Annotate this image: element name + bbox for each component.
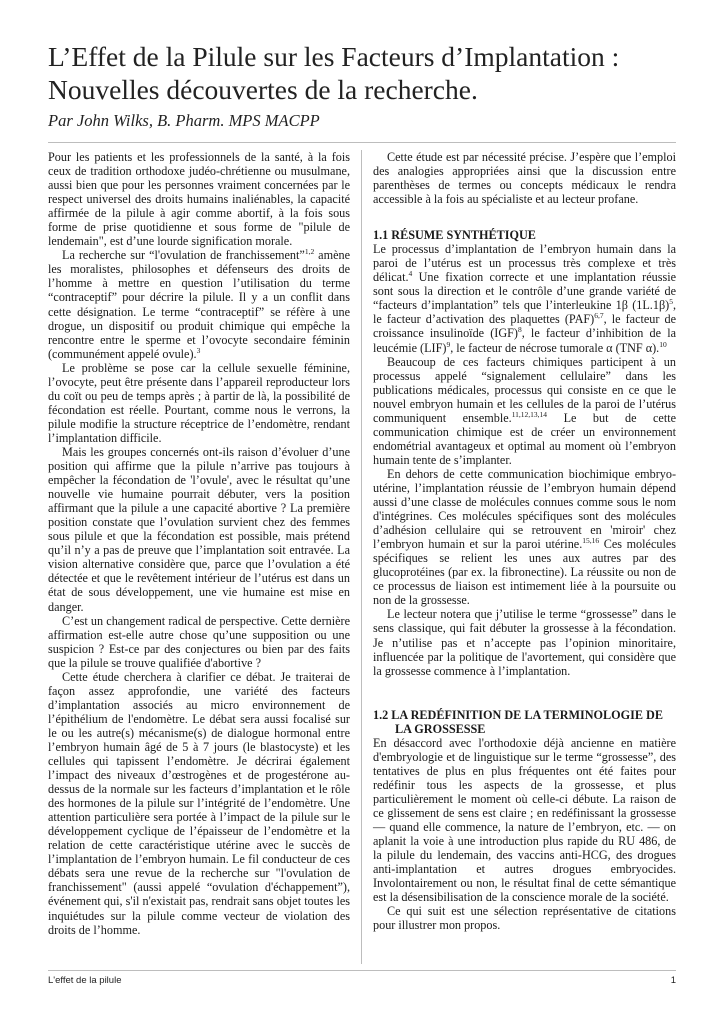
title-line-1: L’Effet de la Pilule sur les Facteurs d’Implantation :	[48, 41, 620, 72]
footer-divider	[48, 970, 676, 971]
page-footer	[48, 975, 676, 986]
paragraph: En dehors de cette communication biochimique embryo-utérine, l’implantation réussie de l’embryon humain dépend aussi d’une classe de molécules connues comme sous le nom d'intégrines. Ces molécules spécifiques sont des molécules d’adhésion cellulaire qui se retrouvent en 'miroir' chez l’embryon humain et sur la paroi utérine.$^{15,16}$ Ces molécules spécifiques se relient les unes aux autres par des glucoprotéines (par ex. la fibronectine). La réussite ou non de ce processus de liaison est intimement liée à la poursuite ou non de la grossesse.	[373, 466, 676, 608]
paragraph: Cette étude est par nécessité précise. J’espère que l’emploi des analogies appropriées ainsi que la discussion entre parenthèses de termes ou concepts médicaux le rendra accessible à la fois au spécialiste et au lecteur profane.	[373, 150, 676, 207]
title-line-2: Nouvelles découvertes de la recherche.	[48, 74, 478, 105]
paragraph: Le problème se pose car la cellule sexuelle féminine, l’ovocyte, peut être présente dans l’appareil reproducteur lors du coït ou peu de temps après ; à partir de là, la possibilité de fécondation est réelle. Pourtant, comme nous le verrons, la pilule modifie la structure réceptrice de l’endomètre, rendant l’implantation difficile.	[48, 360, 350, 445]
paragraph: En désaccord avec l'orthodoxie déjà ancienne en matière d'embryologie et de linguistique sur le terme “grossesse”, des tentatives de plus en plus fréquentes ont été faites pour redéfinir tous les aspects de la grossesse, et plus particulièrement le moment où celle-ci débute. La raison de ce glissement de sens est claire ; en redéfinissant la grossesse — quand elle commence, la nature de l’embryon, etc. — on aplanit la voie à une introduction plus rapide du RU 486, de la pilule du lendemain, des vaccins anti-HCG, des drogues anti-implantation et autres drogues embryocides. Involontairement ou non, le résultat final de cette sémantique est la désensibilisation de la conscience morale de la société.	[373, 735, 676, 905]
paragraph: Le processus d’implantation de l’embryon humain dans la paroi de l’utérus est un processus très complexe et très délicat.$^4$ Une fixation correcte et une implantation réussie sont sous la direction et le contrôle d’une grande variété de “facteurs d’implantation” tels que l’interleukine 1β $(1L.1\beta)^5$, le facteur d’activation des plaquettes (PAF)$^{6,7}$, le facteur de croissance insulinoïde (IGF)$^8$, le facteur d’inhibition de la leucémie (LIF)$^9$, le facteur de nécrose tumorale α (TNF α).$^{10}$	[373, 242, 677, 355]
article-title	[48, 40, 678, 106]
paragraph: C’est un changement radical de perspective. Cette dernière affirmation est-elle autre chose qu’une supposition ou une suspicion ? Est-ce par des conjectures ou bien par des faits que la pilule se trouve qualifiée d'abortive ?	[48, 613, 350, 670]
paragraph: Mais les groupes concernés ont-ils raison d’évoluer d’une position qui affirme que la pilule n’arrive pas toujours à empêcher la fécondation de 'l’ovule', avec le résultat qu’une nouvelle vie humaine pourrait débuter, vers la position affirmant que la pilule a une capacité abortive ? La première position constate que l’ovulation survient chez des femmes sous pilule et que la fécondation est possible, mais prétend qu’il n’y a pas de preuve que l’implantation soit entravée. La vision alternative considère que, parce que l’ovulation a été détectée et que le revêtement intérieur de l’utérus est dans un état de sous développement, une vie humaine est mise en danger.	[48, 444, 350, 614]
footer-label: L'effet de la pilule	[48, 975, 122, 986]
column-divider	[361, 150, 362, 964]
paragraph: Ce qui suit est une sélection représentative de citations pour illustrer mon propos.	[373, 904, 676, 933]
paragraph: Le lecteur notera que j’utilise le terme “grossesse” dans le sens classique, qui fait débuter la grossesse à la fécondation. Je n’utilise pas et n’accepte pas l’opinion minoritaire, influencée par la politique de l'avortement, qui considère que la grossesse commence à l’implantation.	[373, 607, 676, 678]
author-byline: Par John Wilks, B. Pharm. MPS MACPP	[48, 111, 320, 130]
page-number: 1	[670, 975, 676, 986]
article-header	[48, 40, 678, 131]
citation-sup: 3	[196, 345, 201, 355]
paragraph: La recherche sur “l'ovulation de franchissement”$^{1,2}$ amène les moralistes, philosophes et défenseurs des droits de l’homme à mettre en question l’utilisation du terme “contraceptif” pour décrire la pilule. Il y a un conflit dans cette désignation. Le terme “contraceptif” se réfère à une drogue, un dispositif ou produit chimique qui empêche la rencontre entre le sperme et l’ovocyte secondaire féminin (communément appelé ovule).$^3$	[48, 247, 350, 361]
citation-sup: 1,2	[304, 247, 315, 257]
paragraph: Cette étude cherchera à clarifier ce débat. Je traiterai de façon assez approfondie, une variété des facteurs d’implantation associés au micro environnement de l’épithélium de l'endomètre. Le débat sera aussi focalisé sur le ou les autre(s) mécanisme(s) de dialogue hormonal entre l’embryon humain âgé de 5 à 7 jours (le blastocyste) et les cellules qui tapissent l’endomètre. Je décrirai également l’impact des niveaux d’œstrogènes et de progestérone au-dessus de la normale sur les facteurs d’implantation et le rôle des hormones de la pilule sur l’intégrité de l’endomètre. Une attention particulière sera portée à l’impact de la pilule sur le développement cyclique de l’épaisseur de l’endomètre et la relation de cette caractéristique utérine avec le succès de l’implantation de l’embryon humain. Le fil conducteur de ces débats sera une revue de la recherche sur "l'ovulation de franchissement" (aussi appelé “ovulation d'échappement”), événement qui, s'il n'existait pas, rendrait sans objet toutes les inquiétudes sur la pilule comme vecteur de violation des droits de l’homme.	[48, 669, 350, 937]
section-heading: 1.2 LA REDÉFINITION DE LA TERMINOLOGIE DE LA GROSSESSE	[373, 707, 663, 736]
right-column	[373, 150, 676, 932]
paragraph: Beaucoup de ces facteurs chimiques participent à un processus appelé “signalement cellulaire” dans les publications médicales, processus qui consiste en ce que le nouvel embryon humain et les cellules de la paroi de l’utérus communiquent ensemble.$^{11,12,13,14}$ Le but de cette communication chimique est de créer un environnement endométrial avantageux et optimal au moment où l’embryon humain tente de s’implanter.	[373, 354, 677, 467]
section-heading: 1.1 RÉSUME SYNTHÉTIQUE	[373, 228, 536, 243]
paragraph: Pour les patients et les professionnels de la santé, à la fois ceux de tradition orthodoxe judéo-chrétienne ou musulmane, aussi bien que pour les personnes vraiment concernées par le respect universel des droits humains inaliénables, la capacité affirmée de la pilule à agir comme abortif, à la fois sous forme de prise quotidienne et sous forme de "pilule de lendemain", est d’une lourde signification morale.	[48, 150, 350, 249]
header-divider	[48, 142, 676, 143]
left-column	[48, 150, 350, 937]
